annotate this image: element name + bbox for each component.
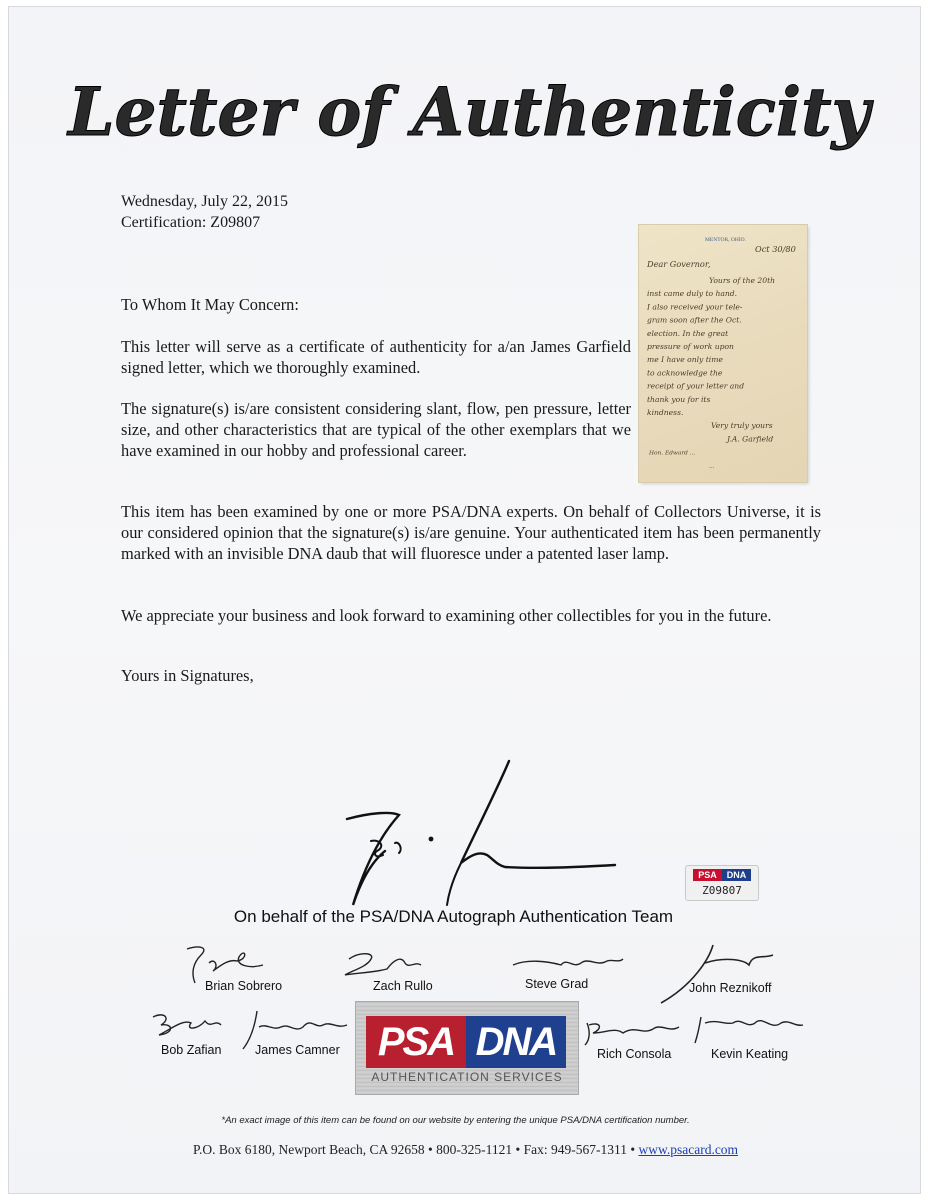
sticker-brand-right: DNA: [722, 869, 751, 881]
psa-dna-sticker: [685, 865, 759, 901]
item-handwritten-line: Hon. Edward ...: [649, 450, 696, 457]
seal-dna: DNA: [466, 1016, 566, 1068]
signature-rich-consola: [581, 1015, 691, 1063]
sticker-number: Z09807: [702, 884, 742, 897]
item-letterhead: MENTOR, OHIO.: [705, 237, 746, 243]
signature-kevin-keating: [691, 1011, 811, 1063]
item-salutation: Dear Governor,: [647, 259, 711, 269]
item-handwritten-line: Yours of the 20th: [709, 276, 776, 285]
sticker-brand-left: PSA: [693, 869, 722, 881]
footnote: *An exact image of this item can be found on our website by entering the unique PSA/DNA certification number.: [221, 1115, 690, 1126]
team-heading: On behalf of the PSA/DNA Autograph Authentication Team: [233, 907, 674, 926]
signature-john-reznikoff: [653, 939, 793, 1009]
item-handwritten-line: election. In the great: [647, 328, 729, 338]
team-member-name: Bob Zafian: [161, 1043, 222, 1057]
team-member-name: Zach Rullo: [373, 979, 433, 993]
signature-bob-zafian: [141, 1007, 241, 1061]
team-member-name: Steve Grad: [525, 977, 589, 991]
item-handwritten-line: pressure of work upon: [647, 342, 734, 351]
team-member-name: Kevin Keating: [711, 1047, 789, 1061]
item-handwritten-line: inst came duly to hand.: [647, 289, 738, 299]
paragraph-certificate: This letter will serve as a certificate of authenticity for a/an James Garfield signed letter, which we thoroughly examined.: [121, 337, 631, 377]
item-handwritten-line: I also received your tele-: [647, 302, 743, 312]
team-member-name: Rich Consola: [597, 1047, 672, 1061]
letter-date: Wednesday, July 22, 2015: [121, 193, 288, 210]
team-member-name: Brian Sobrero: [205, 979, 283, 993]
title-text: Letter of Authenticity: [68, 73, 870, 151]
item-handwritten-line: gram soon after the Oct.: [647, 315, 742, 325]
authenticator-signature: [329, 755, 629, 915]
certificate-page: [8, 6, 921, 1194]
contact-address: [9, 1142, 922, 1158]
sticker-logo: [693, 869, 751, 881]
item-handwritten-line: receipt of your letter and: [647, 381, 745, 391]
website-link[interactable]: www.psacard.com: [638, 1142, 739, 1157]
paragraph-examination: This item has been examined by one or more PSA/DNA experts. On behalf of Collectors Universe, it is our considered opinion that the signature(s) is/are genuine. Your authenticated item has been permanently marked with an invisible DNA daub that will fluoresce under a patented laser lamp.: [121, 502, 821, 563]
certification-number: Certification: Z09807: [121, 214, 261, 231]
address-text: P.O. Box 6180, Newport Beach, CA 92658 • 800-325-1121 • Fax: 949-567-1311 •: [192, 1142, 639, 1157]
signature-james-camner: [237, 1005, 357, 1061]
paragraph-signature-consistency: The signature(s) is/are consistent considering slant, flow, pen pressure, letter size, and other characteristics that are typical of the other exemplars that we have examined in our hobby and professional career.: [121, 399, 631, 460]
team-member-name: John Reznikoff: [689, 981, 772, 995]
signature-steve-grad: [507, 951, 627, 999]
item-handwritten-line: kindness.: [647, 408, 684, 417]
item-handwritten-line: to acknowledge the: [647, 368, 723, 378]
seal-psa: PSA: [366, 1016, 466, 1068]
seal-subtitle: AUTHENTICATION SERVICES: [371, 1070, 563, 1084]
item-image: [639, 225, 807, 482]
item-handwritten-line: Very truly yours: [711, 421, 773, 431]
item-handwritten-line: J.A. Garfield: [727, 434, 774, 444]
item-date-line: Oct 30/80: [755, 244, 796, 254]
item-handwritten-line: thank you for its: [647, 394, 711, 404]
item-handwritten-line: me I have only time: [647, 355, 723, 365]
letter-title: [68, 47, 870, 177]
item-handwritten-lines: [646, 276, 775, 470]
item-handwritten-line: ...: [709, 463, 715, 470]
closing: Yours in Signatures,: [121, 666, 254, 685]
signature-brian-sobrero: [179, 939, 289, 991]
greeting: To Whom It May Concern:: [121, 295, 299, 314]
psa-dna-seal: [355, 1001, 579, 1095]
team-member-name: James Camner: [255, 1043, 340, 1057]
signature-zach-rullo: [331, 945, 441, 997]
letter-meta: [121, 191, 288, 233]
paragraph-appreciation: We appreciate your business and look forward to examining other collectibles for you in the future.: [121, 606, 772, 625]
